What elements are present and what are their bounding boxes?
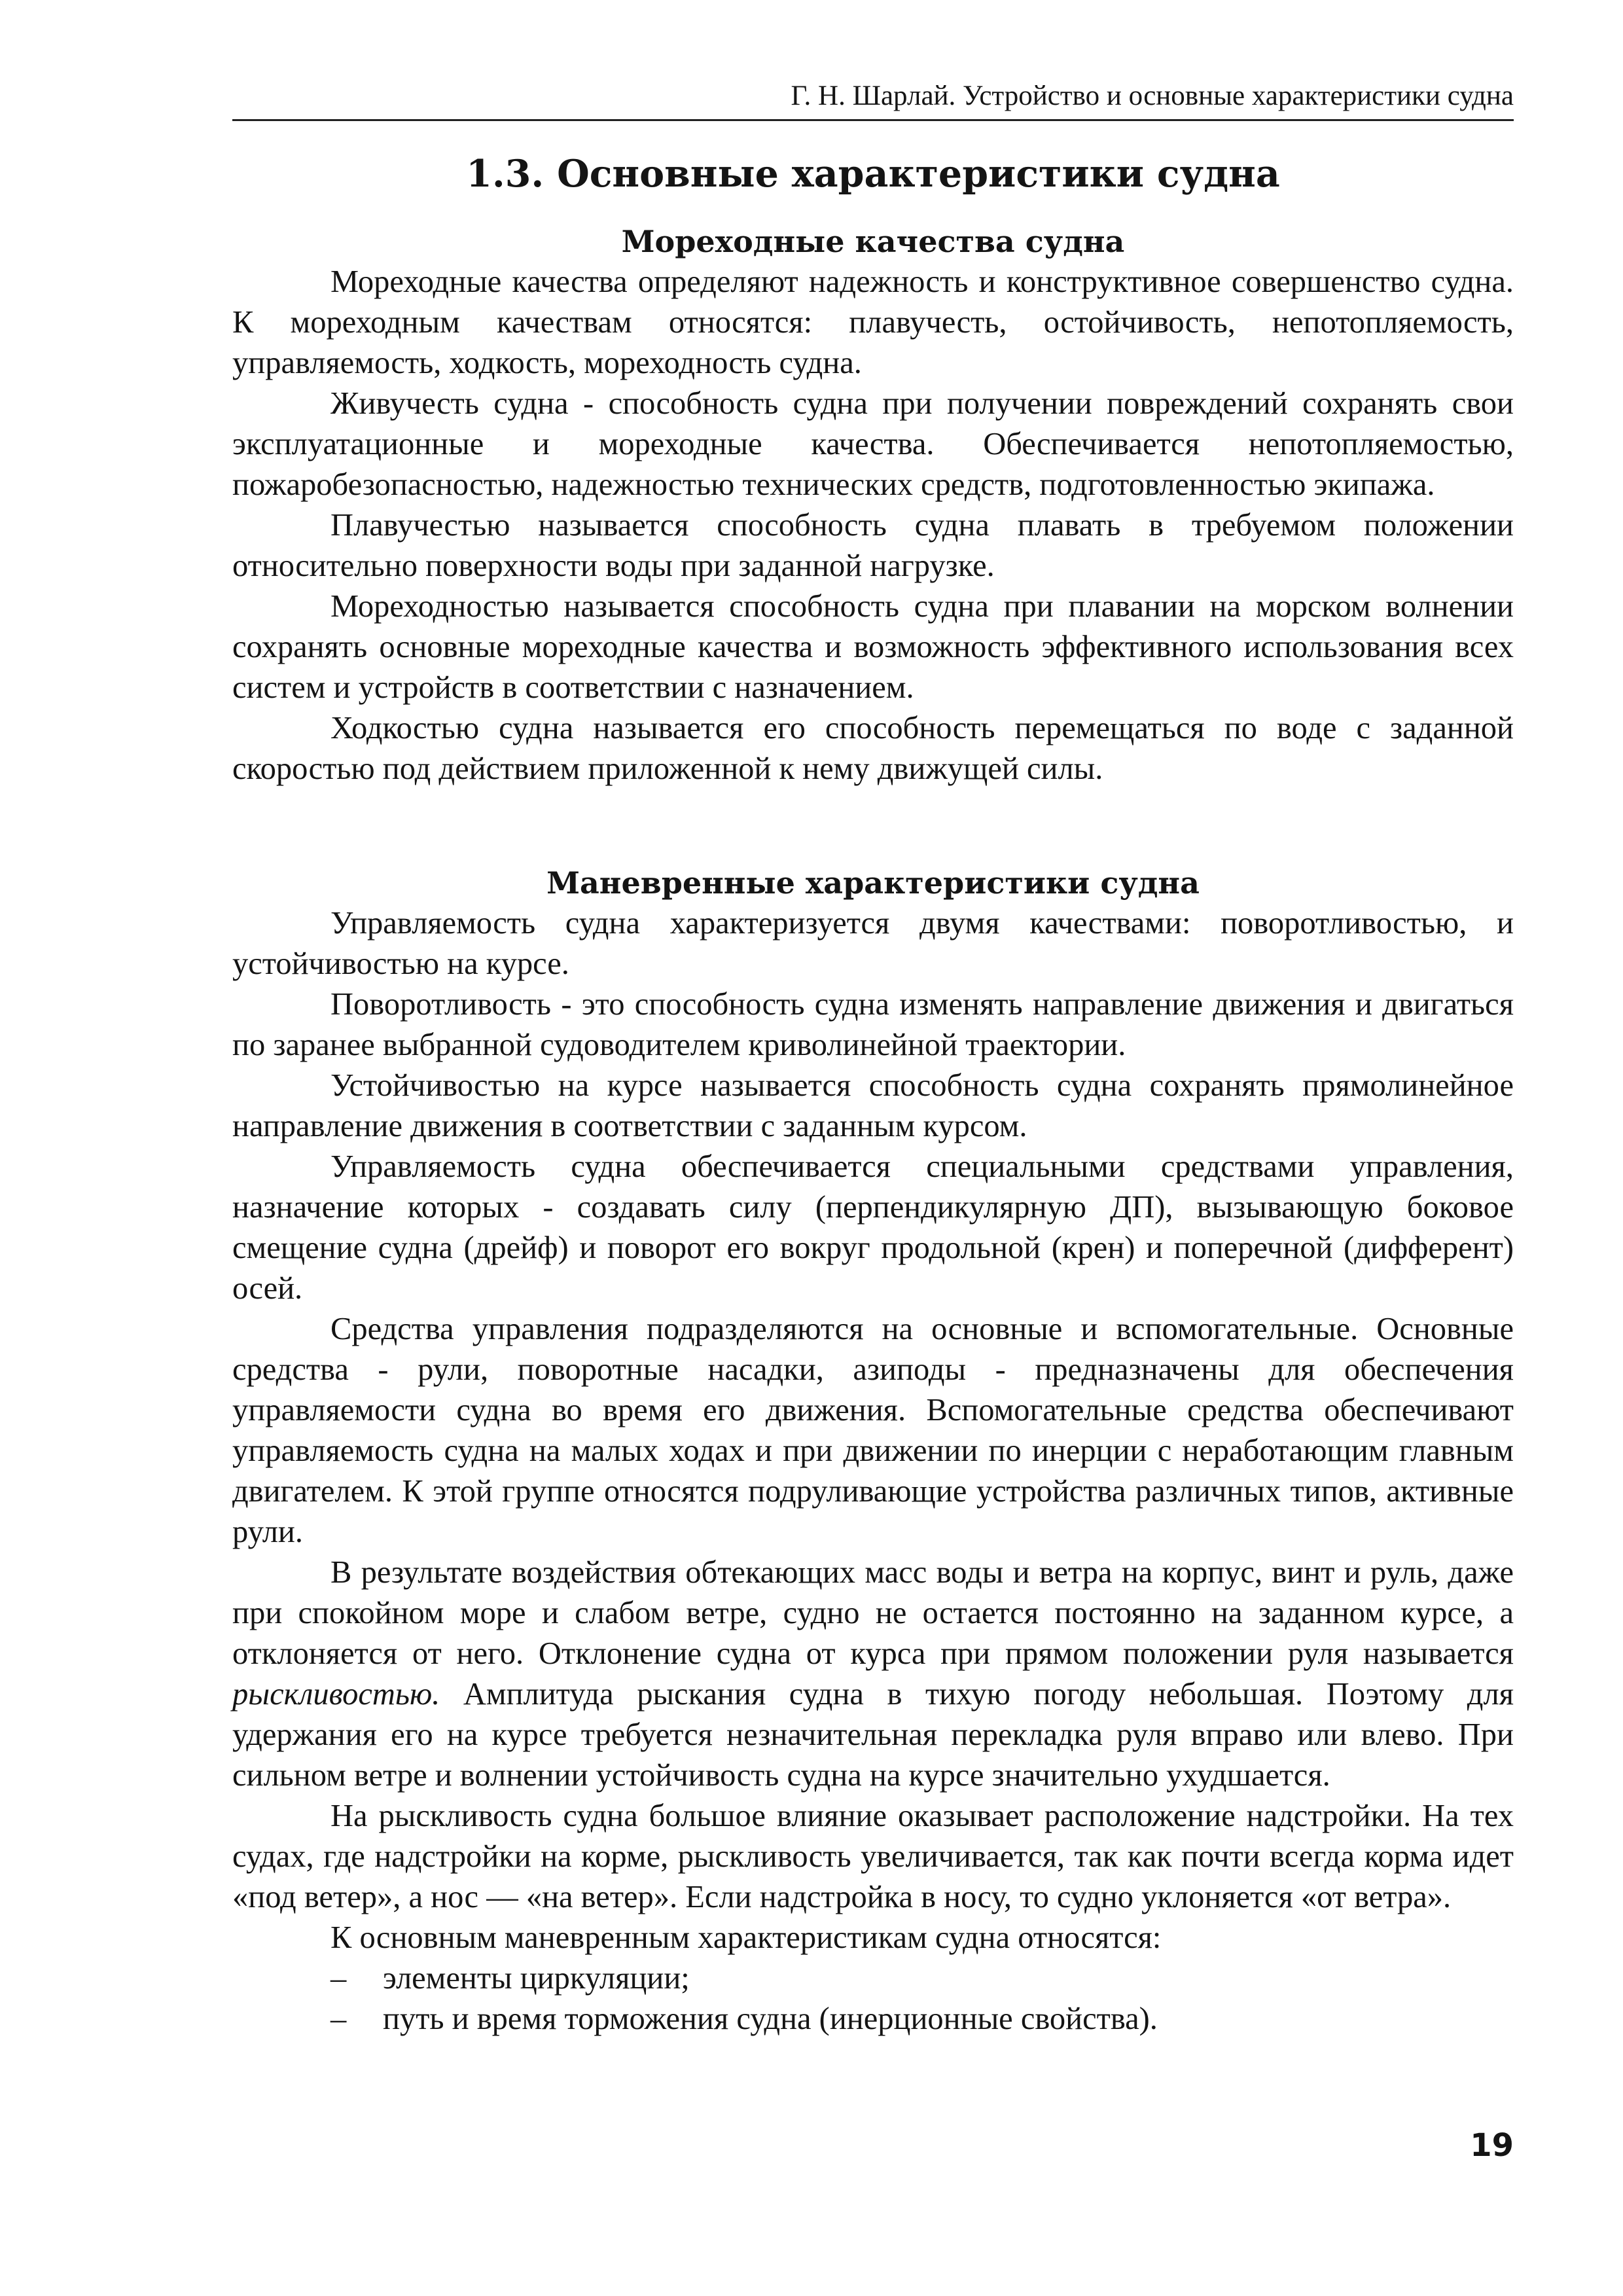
paragraph: Мореходностью называется способность судна при плавании на морском волнении сохранять основные мореходные качества и возможность эффективного использования всех систем и устройств в соответствии с назначением. xyxy=(232,589,1514,705)
section-title: 1.3. Основные характеристики судна xyxy=(466,152,1280,196)
paragraph: Управляемость судна характеризуется двумя качествами: поворотливостью, и устойчивостью на курсе. xyxy=(232,906,1514,981)
paragraph: К основным маневренным характеристикам судна относятся: xyxy=(330,1920,1162,1955)
paragraph: Ходкостью судна называется его способность перемещаться по воде с заданной скоростью под действием приложенной к нему движущей силы. xyxy=(232,711,1514,786)
dash-bullet: – xyxy=(330,2001,347,2036)
maneuvering-heading: Маневренные характеристики судна xyxy=(546,865,1200,901)
list-item-text: путь и время торможения судна (инерционные свойства). xyxy=(383,2001,1158,2036)
list-item xyxy=(232,1999,1514,2039)
paragraph: Мореходные качества определяют надежность и конструктивное совершенство судна. К мореходным качествам относятся: плавучесть, остойчивость, непотопляемость, управляемость, ходкость, мореходность судна. xyxy=(232,264,1514,380)
running-head: Г. Н. Шарлай. Устройство и основные характеристики судна xyxy=(232,73,1514,121)
paragraph: Управляемость судна обеспечивается специальными средствами управления, назначение которых - создавать силу (перпендикулярную ДП), вызывающую боковое смещение судна (дрейф) и поворот его вокруг продольной (крен) и поперечной (дифферент) осей. xyxy=(232,1149,1514,1306)
paragraph: Устойчивостью на курсе называется способность судна сохранять прямолинейное направление движения в соответствии с заданным курсом. xyxy=(232,1068,1514,1143)
italic-term: рыскливостью. xyxy=(232,1677,440,1712)
paragraph-text: Амплитуда рыскания судна в тихую погоду небольшая. Поэтому для удержания его на курсе требуется незначительная перекладка руля вправо или влево. При сильном ветре и волнении устойчивость судна на курсе значительно ухудшается. xyxy=(232,1677,1514,1793)
paragraph: Плавучестью называется способность судна плавать в требуемом положении относительно поверхности воды при заданной нагрузке. xyxy=(232,508,1514,583)
maneuvering-section xyxy=(232,863,1514,2039)
page-number: 19 xyxy=(1470,2127,1514,2164)
paragraph: Средства управления подразделяются на основные и вспомогательные. Основные средства - рули, поворотные насадки, азиподы - предназначены для обеспечения управляемости судна во время его движения. Вспомогательные средства обеспечивают управляемость судна на малых ходах и при движении по инерции с неработающим главным двигателем. К этой группе относятся подруливающие устройства различных типов, активные рули. xyxy=(232,1312,1514,1549)
paragraph-text: В результате воздействия обтекающих масс воды и ветра на корпус, винт и руль, даже при спокойном море и слабом ветре, судно не остается постоянно на заданном курсе, а отклоняется от него. Отклонение судна от курса при прямом положении руля называется xyxy=(232,1555,1514,1671)
list-item xyxy=(232,1958,1514,1999)
seaworthiness-section xyxy=(232,221,1514,789)
paragraph: Живучесть судна - способность судна при получении повреждений сохранять свои эксплуатационные и мореходные качества. Обеспечивается непотопляемостью, пожаробезопасностью, надежностью технических средств, подготовленностью экипажа. xyxy=(232,386,1514,502)
seaworthiness-heading: Мореходные качества судна xyxy=(621,224,1125,259)
paragraph-yaw xyxy=(232,1552,1514,1796)
paragraph: Поворотливость - это способность судна изменять направление движения и двигаться по заранее выбранной судоводителем криволинейной траектории. xyxy=(232,987,1514,1062)
list-item-text: элементы циркуляции; xyxy=(383,1961,690,1996)
paragraph: На рыскливость судна большое влияние оказывает расположение надстройки. На тех судах, где надстройки на корме, рыскливость увеличивается, так как почти всегда корма идет «под ветер», а нос — «на ветер». Если надстройка в носу, то судно уклоняется «от ветра». xyxy=(232,1799,1514,1914)
dash-bullet: – xyxy=(330,1961,347,1996)
